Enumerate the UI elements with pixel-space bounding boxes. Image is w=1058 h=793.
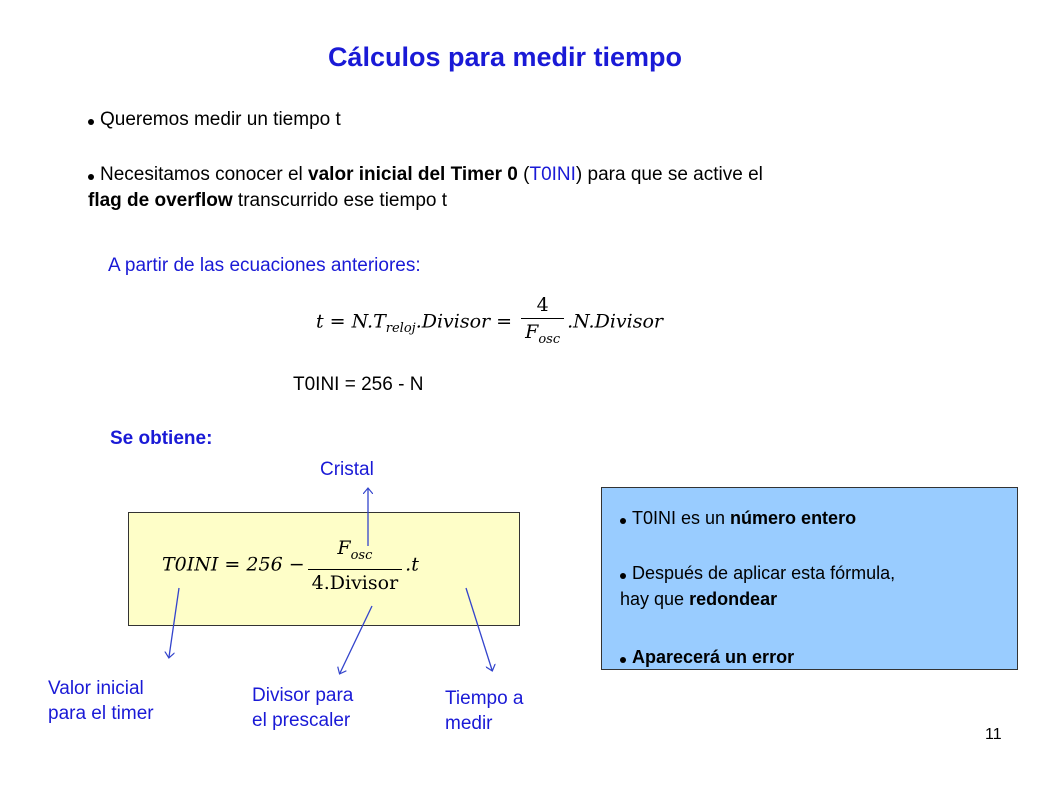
arrow-to-tiempo	[466, 588, 492, 670]
info-item-2	[620, 560, 895, 612]
bullet-dot	[620, 518, 626, 524]
slide-title: Cálculos para medir tiempo	[327, 42, 683, 72]
eq1-lhs-sub: reloj	[385, 321, 416, 337]
info-2-bold: redondear	[689, 589, 778, 609]
eq1-mid: .Divisor =	[415, 310, 519, 333]
bullet-1-text: Queremos medir un tiempo t	[100, 109, 341, 130]
divisor-line2: el prescaler	[252, 710, 351, 731]
divisor-line1: Divisor para	[252, 685, 354, 706]
eq2-frac-den: 4.Divisor	[311, 571, 399, 594]
tiempo-line2: medir	[445, 713, 493, 734]
info-item-3	[620, 644, 794, 670]
bullet-dot	[620, 573, 626, 579]
eq1-frac-den-sub: osc	[538, 331, 561, 347]
bullet-2-bold-flag: flag de overflow	[88, 190, 233, 211]
valor-line2: para el timer	[48, 703, 154, 724]
page-number: 11	[985, 726, 1002, 743]
eq2-lhs: T0INI = 256 −	[162, 553, 305, 576]
arrow-to-valor-inicial	[169, 588, 179, 657]
arrow-to-divisor	[340, 606, 372, 673]
eq1-lhs: t = N.T	[316, 310, 386, 333]
info-item-1	[620, 505, 856, 531]
bullet-dot	[620, 657, 626, 663]
bullet-2-text: (	[517, 164, 530, 185]
eq1-frac-den-main: F	[525, 321, 539, 343]
info-2-line1: Después de aplicar esta fórmula,	[632, 563, 896, 583]
eq2-frac-num-main: F	[337, 537, 351, 559]
bullet-2-text: Necesitamos conocer el	[100, 164, 309, 185]
bullet-2-text: ) para que se active el	[575, 164, 763, 185]
eq2-frac-num-sub: osc	[350, 547, 373, 563]
equations-intro: A partir de las ecuaciones anteriores:	[108, 255, 421, 276]
eq2-rhs: .t	[405, 553, 419, 576]
info-2-text: hay que	[620, 589, 690, 609]
info-1-bold: número entero	[730, 508, 857, 528]
info-3-bold: Aparecerá un error	[632, 647, 795, 667]
tiempo-line1: Tiempo a	[445, 688, 524, 709]
valor-line1: Valor inicial	[48, 678, 144, 699]
bullet-2-text: transcurrido ese tiempo t	[232, 190, 448, 211]
eq1-frac-num: 4	[521, 292, 564, 319]
bullet-2-t0ini: T0INI	[529, 164, 576, 185]
t0ini-formula: T0INI = 256 - N	[293, 374, 424, 395]
result-label: Se obtiene:	[110, 428, 213, 449]
bullet-2-bold-timer: valor inicial del Timer 0	[308, 164, 518, 185]
info-1-text: T0INI es un	[632, 508, 731, 528]
cristal-label: Cristal	[320, 459, 374, 480]
eq1-rhs: .N.Divisor	[567, 310, 663, 333]
